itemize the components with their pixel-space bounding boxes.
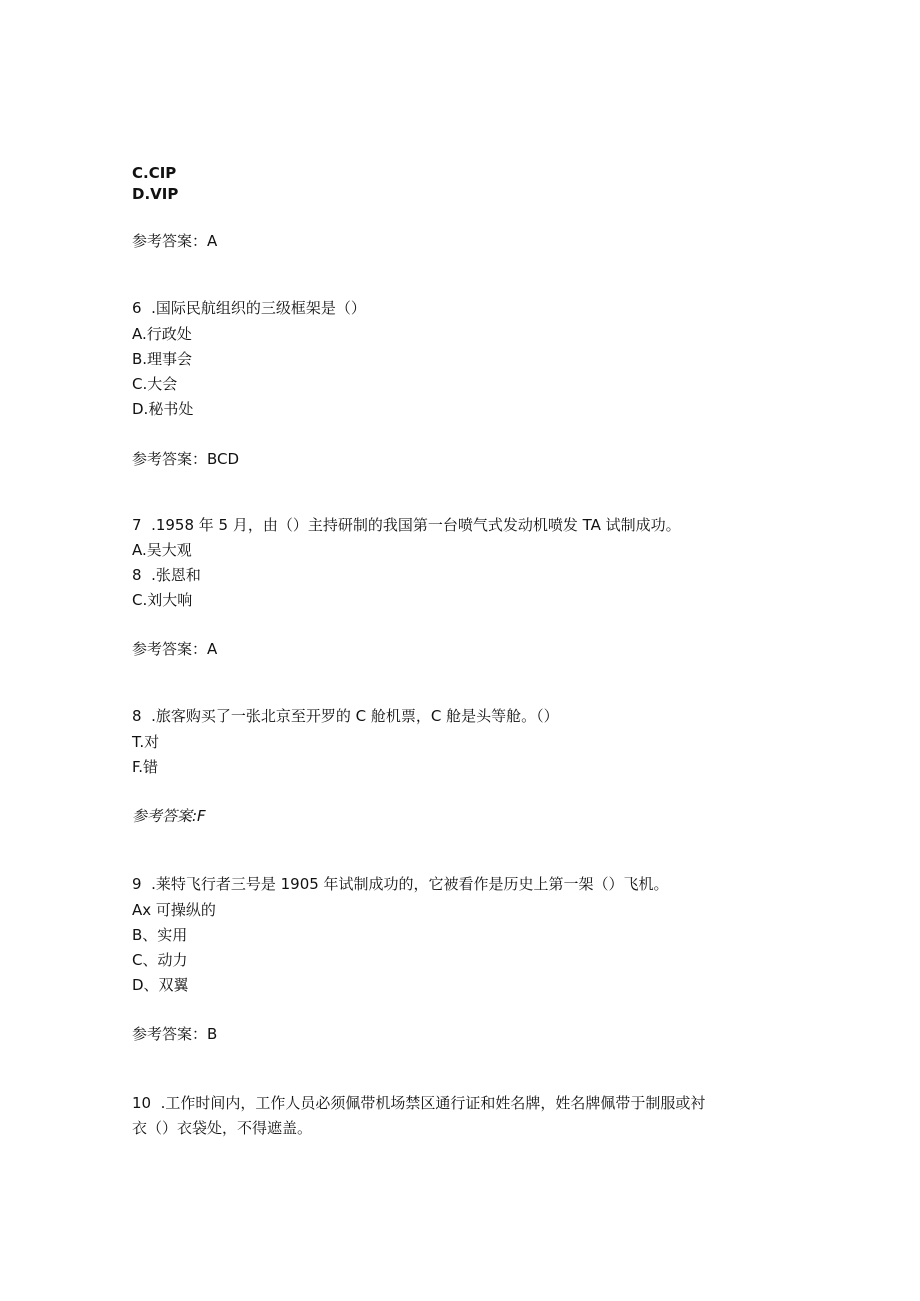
- q6-option-d: D.秘书处: [132, 400, 194, 418]
- q9-option-a: Ax 可操纵的: [132, 901, 216, 919]
- q6-stem: 6 .国际民航组织的三级框架是（）: [132, 299, 366, 317]
- q6-option-a: A.行政处: [132, 325, 192, 343]
- q8-option-t: T.对: [132, 733, 160, 751]
- q5-option-d: D.VIP: [132, 185, 179, 203]
- q5-answer: 参考答案：A: [132, 232, 218, 250]
- q9-option-c: C、动力: [132, 951, 188, 969]
- q8-stem: 8 .旅客购买了一张北京至开罗的 C 舱机票，C 舱是头等舱。（）: [132, 707, 559, 725]
- q7-stem: 7 .1958 年 5 月，由（）主持研制的我国第一台喷气式发动机喷发 TA 试制成功。: [132, 516, 681, 534]
- q10-stem-line2: 衣（）衣袋处，不得遮盖。: [132, 1119, 313, 1137]
- q9-option-d: D、双翼: [132, 976, 189, 994]
- q8-answer: 参考答案:F: [132, 807, 206, 825]
- q8-option-f: F.错: [132, 758, 158, 776]
- q7-option-c: C.刘大响: [132, 591, 193, 609]
- q6-option-b: B.理事会: [132, 350, 193, 368]
- q7-option-a: A.吴大观: [132, 541, 192, 559]
- q9-stem: 9 .莱特飞行者三号是 1905 年试制成功的，它被看作是历史上第一架（）飞机。: [132, 875, 669, 893]
- q9-answer: 参考答案：B: [132, 1025, 218, 1043]
- q6-answer: 参考答案：BCD: [132, 450, 240, 468]
- q9-option-b: B、实用: [132, 926, 188, 944]
- q10-stem-line1: 10 .工作时间内，工作人员必须佩带机场禁区通行证和姓名牌，姓名牌佩带于制服或衬: [132, 1094, 706, 1112]
- q7-answer: 参考答案：A: [132, 640, 218, 658]
- q6-option-c: C.大会: [132, 375, 178, 393]
- q5-option-c: C.CIP: [132, 164, 177, 182]
- q7-option-b: 8 .张恩和: [132, 566, 201, 584]
